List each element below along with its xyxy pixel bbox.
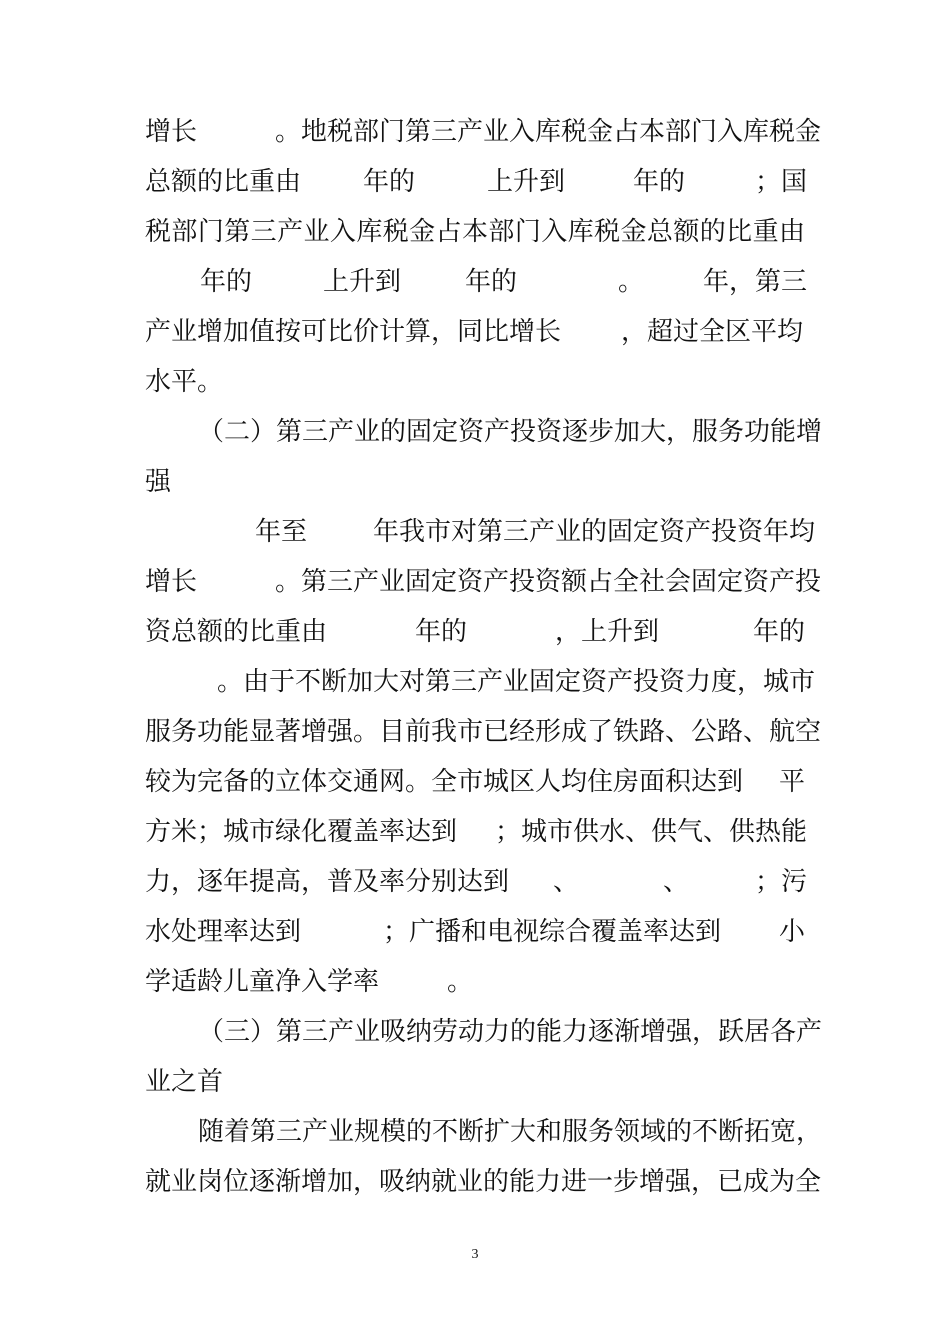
text-segment: ，上升到 <box>555 617 660 647</box>
text-segment: 年至 <box>255 517 308 547</box>
text-line: 随着第三产业规模的不断扩大和服务领域的不断拓宽， <box>198 1117 823 1147</box>
text-segment: 较为完备的立体交通网。全市城区人均住房面积达到 <box>145 767 744 797</box>
text-line <box>145 762 805 802</box>
text-segment: 年的 <box>363 167 416 197</box>
section-heading: （三）第三产业吸纳劳动力的能力逐渐增强，跃居各产 <box>198 1017 823 1047</box>
text-segment: 上升到 <box>323 267 402 297</box>
text-segment: 年我市对第三产业的固定资产投资年均 <box>373 517 816 547</box>
section-heading: （二）第三产业的固定资产投资逐步加大，服务功能增 <box>198 417 823 447</box>
text-segment: 年的 <box>415 617 468 647</box>
text-segment: 学适龄儿童净入学率 <box>145 967 380 997</box>
text-line: 水平。 <box>145 367 224 397</box>
text-segment: 总额的比重由 <box>145 167 302 197</box>
text-segment: ，超过全区平均 <box>621 317 804 347</box>
text-line <box>145 662 816 702</box>
text-segment: 产业增加值按可比价计算，同比增长 <box>145 317 562 347</box>
text-segment: 年的 <box>753 617 806 647</box>
text-line <box>145 912 805 952</box>
text-segment: 。 <box>618 267 645 297</box>
text-line <box>145 162 808 202</box>
text-segment: 力，逐年提高，普及率分别达到 <box>145 867 510 897</box>
section-heading: 业之首 <box>145 1067 224 1097</box>
text-line <box>145 862 808 902</box>
text-segment: 小 <box>779 917 806 947</box>
text-segment: ；国 <box>755 167 808 197</box>
text-line: 就业岗位逐渐增加，吸纳就业的能力进一步增强，已成为全 <box>145 1167 822 1197</box>
text-line <box>145 312 805 352</box>
text-segment: 、 <box>663 867 690 897</box>
text-segment: 方米；城市绿化覆盖率达到 <box>145 817 458 847</box>
text-segment: 。第三产业固定资产投资额占全社会固定资产投 <box>275 567 822 597</box>
text-line <box>145 612 805 652</box>
page-number: 3 <box>471 1247 479 1262</box>
text-line <box>145 512 816 552</box>
text-segment: ；城市供水、供气、供热能 <box>495 817 808 847</box>
text-segment: 年的 <box>200 267 253 297</box>
text-segment: 。由于不断加大对第三产业固定资产投资力度，城市 <box>217 667 816 697</box>
text-line <box>145 262 808 302</box>
text-segment: 增长 <box>145 117 198 147</box>
text-segment: 增长 <box>145 567 198 597</box>
text-line: 税部门第三产业入库税金占本部门入库税金总额的比重由 <box>145 217 805 247</box>
text-segment: 年的 <box>633 167 686 197</box>
text-segment: 水处理率达到 <box>145 917 302 947</box>
text-segment: 上升到 <box>487 167 566 197</box>
text-segment: 年的 <box>465 267 518 297</box>
text-line: 服务功能显著增强。目前我市已经形成了铁路、公路、航空 <box>145 717 822 747</box>
text-segment: 、 <box>553 867 580 897</box>
section-heading: 强 <box>145 467 172 497</box>
text-segment: ；污 <box>755 867 808 897</box>
text-segment: 平 <box>779 767 806 797</box>
text-line <box>145 812 808 852</box>
text-segment: ；广播和电视综合覆盖率达到 <box>383 917 722 947</box>
text-segment: 年，第三 <box>703 267 808 297</box>
text-segment: 。 <box>447 967 474 997</box>
text-segment: 。地税部门第三产业入库税金占本部门入库税金 <box>275 117 822 147</box>
text-line <box>145 562 822 602</box>
text-line <box>145 112 822 152</box>
text-line <box>145 962 805 1002</box>
text-segment: 资总额的比重由 <box>145 617 328 647</box>
